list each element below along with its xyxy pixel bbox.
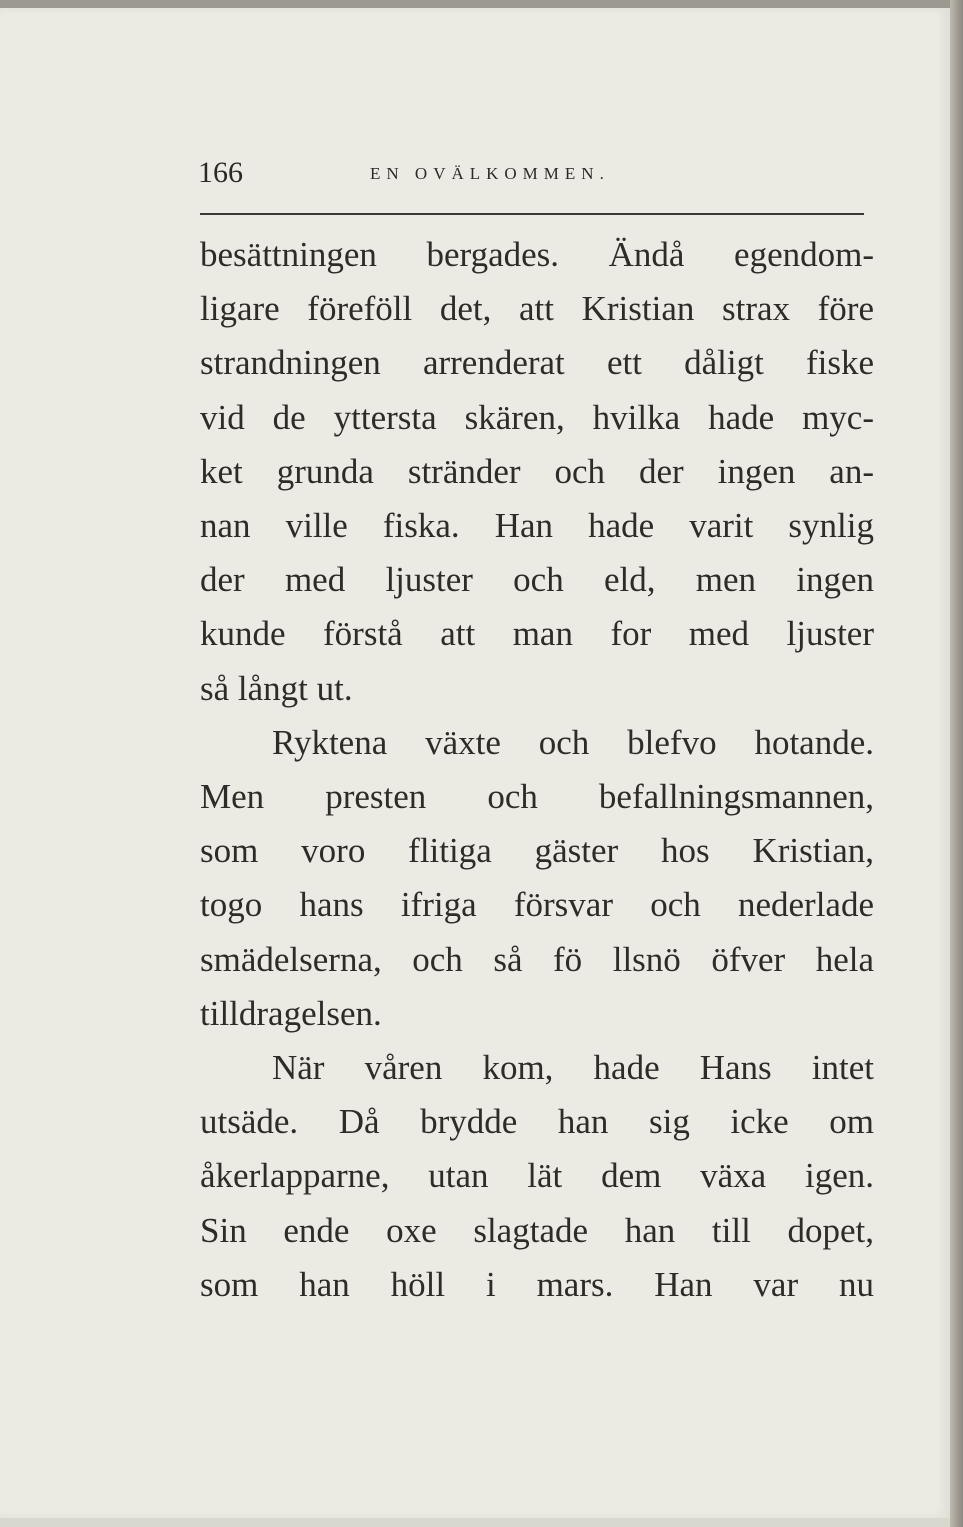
text-line: Men presten och befallningsmannen, <box>200 777 874 817</box>
text-line: strandningen arrenderat ett dåligt fiske <box>200 343 874 383</box>
text-line: vid de yttersta skären, hvilka hade myc- <box>200 397 874 437</box>
text-line: nan ville fiska. Han hade varit synlig <box>200 506 874 546</box>
text-line: som voro flitiga gäster hos Kristian, <box>200 831 874 871</box>
text-line: besättningen bergades. Ändå egendom- <box>200 235 874 274</box>
text-line: åkerlapparne, utan lät dem växa igen. <box>200 1156 874 1196</box>
text-line: ligare föreföll det, att Kristian strax före <box>200 289 874 329</box>
header-rule <box>200 213 864 215</box>
text-line: ket grunda stränder och der ingen an- <box>200 451 874 491</box>
body-text <box>200 228 874 1312</box>
text-line: togo hans ifriga försvar och nederlade <box>200 885 874 925</box>
running-title: EN OVÄLKOMMEN. <box>370 164 610 183</box>
text-line: tilldragelsen. <box>200 993 382 1033</box>
page-top-edge <box>0 0 963 8</box>
page-right-edge <box>950 0 963 1527</box>
page-number: 166 <box>198 156 243 189</box>
text-line: Sin ende oxe slagtade han till dopet, <box>200 1210 874 1250</box>
text-line: der med ljuster och eld, men ingen <box>200 560 874 600</box>
text-line: som han höll i mars. Han var nu <box>200 1264 874 1304</box>
text-line: utsäde. Då brydde han sig icke om <box>200 1102 874 1142</box>
text-line: När våren kom, hade Hans intet <box>272 1048 874 1088</box>
text-line: smädelserna, och så fö llsnö öfver hela <box>200 939 874 979</box>
text-line: så långt ut. <box>200 668 353 708</box>
text-line: kunde förstå att man for med ljuster <box>200 614 874 654</box>
text-line: Ryktena växte och blefvo hotande. <box>272 722 874 762</box>
page-header <box>198 152 868 192</box>
